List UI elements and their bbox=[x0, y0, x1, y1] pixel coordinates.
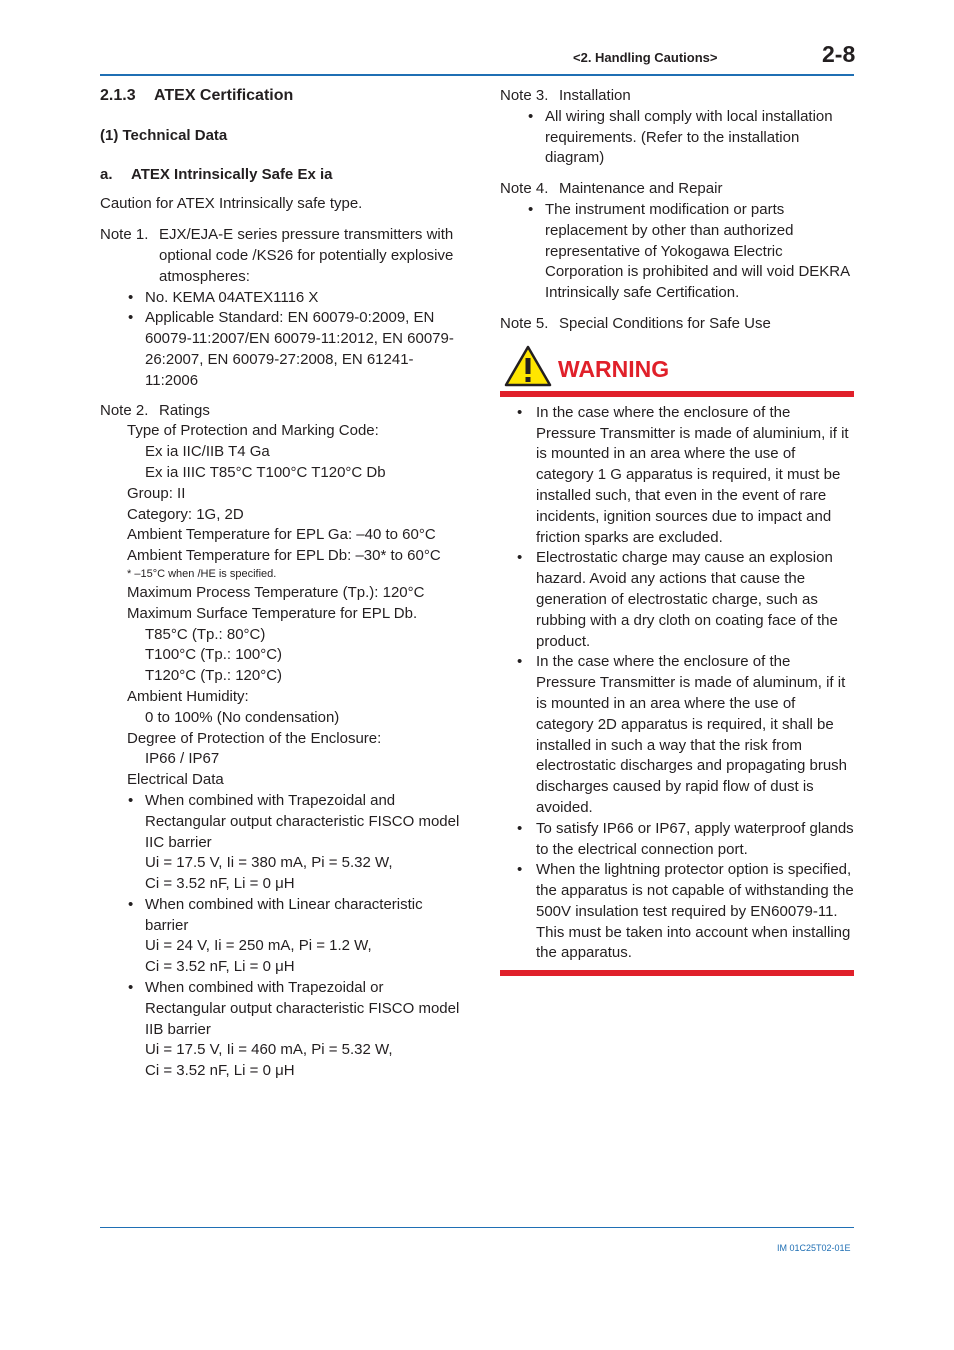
note-label: Note 4. bbox=[500, 180, 549, 198]
list-item: • Applicable Standard: EN 60079-0:2009, EN 60079-11:2007/EN 60079-11:2012, EN 60079-26:2007, EN 60079-27:2008, EN 61241-11:2006 bbox=[100, 308, 460, 391]
bullet-icon: • bbox=[517, 653, 523, 671]
note-5 bbox=[500, 314, 854, 335]
ambient-temp-db: Ambient Temperature for EPL Db: –30* to 60°C bbox=[127, 547, 441, 565]
bullet-icon: • bbox=[128, 288, 134, 306]
ambient-humidity: Ambient Humidity: bbox=[127, 687, 249, 705]
list-item: • To satisfy IP66 or IP67, apply waterproof glands to the electrical connection port. bbox=[500, 819, 854, 861]
bullet-icon: • bbox=[517, 403, 523, 421]
left-column bbox=[100, 86, 460, 1082]
degree-of-protection: Degree of Protection of the Enclosure: bbox=[127, 729, 382, 747]
document-id: IM 01C25T02-01E bbox=[777, 1243, 851, 1253]
list-item: • The instrument modification or parts replacement by other than authorized representative of Yokogawa Electric Corporation is prohibited and will void DEKRA Intrinsically safe Certification. bbox=[500, 200, 854, 304]
section-number: 2.1.3 bbox=[100, 87, 136, 104]
section-heading bbox=[100, 86, 460, 107]
ip-rating: IP66 / IP67 bbox=[145, 750, 220, 768]
note-2 bbox=[100, 401, 460, 422]
note-3 bbox=[500, 86, 854, 107]
note-label: Note 1. bbox=[100, 226, 149, 244]
bullet-icon: • bbox=[528, 200, 534, 218]
header-rule bbox=[100, 74, 854, 76]
bullet-icon: • bbox=[128, 979, 134, 997]
running-header: <2. Handling Cautions> bbox=[573, 50, 718, 65]
temp-class-t85: T85°C (Tp.: 80°C) bbox=[145, 625, 266, 643]
footnote: * –15°C when /HE is specified. bbox=[127, 567, 277, 580]
temp-class-t100: T100°C (Tp.: 100°C) bbox=[145, 646, 283, 664]
note-label: Note 2. bbox=[100, 401, 149, 419]
marking-code-2: Ex ia IIIC T85°C T100°C T120°C Db bbox=[145, 463, 386, 481]
bullet-icon: • bbox=[528, 107, 534, 125]
subsubsection-heading bbox=[100, 165, 460, 186]
list-item: • In the case where the enclosure of the Pressure Transmitter is made of aluminum, if it is mounted in an area where the use of category 2D apparatus is required, it shall be installed in such a way that the risk from electrostatic discharges and propagating brush discharges caused by rapid flow of dust is avoided. bbox=[500, 652, 854, 818]
note-4 bbox=[500, 179, 854, 200]
humidity-value: 0 to 100% (No condensation) bbox=[145, 708, 340, 726]
list-item: • All wiring shall comply with local installation requirements. (Refer to the installation diagram) bbox=[500, 107, 854, 169]
list-item: • When the lightning protector option is specified, the apparatus is not capable of withstanding the 500V insulation test required by EN60079-11. This must be taken into account when installing the apparatus. bbox=[500, 860, 854, 964]
ambient-temp-ga: Ambient Temperature for EPL Ga: –40 to 60°C bbox=[127, 526, 436, 544]
caution-text: Caution for ATEX Intrinsically safe type. bbox=[100, 195, 363, 213]
subsub-number: a. bbox=[100, 165, 113, 183]
note-title: Installation bbox=[559, 87, 631, 104]
subsection-heading: (1) Technical Data bbox=[100, 126, 228, 144]
group: Group: II bbox=[127, 484, 186, 502]
bullet-icon: • bbox=[517, 861, 523, 879]
note-text: EJX/EJA-E series pressure transmitters with optional code /KS26 for potentially explosive atmospheres: bbox=[159, 226, 454, 285]
temp-class-t120: T120°C (Tp.: 120°C) bbox=[145, 667, 283, 685]
max-process-temp: Maximum Process Temperature (Tp.): 120°C bbox=[127, 583, 425, 601]
type-protection: Type of Protection and Marking Code: bbox=[127, 422, 379, 440]
note-title: Ratings bbox=[159, 401, 210, 419]
subsub-title: ATEX Intrinsically Safe Ex ia bbox=[131, 165, 333, 183]
bullet-icon: • bbox=[128, 791, 134, 809]
list-item: • In the case where the enclosure of the Pressure Transmitter is made of aluminium, if it is mounted in an area where the use of category 1 G apparatus is required, it must be installed such, that even in the event of rare incidents, ignition sources due to impact and friction sparks are excluded. bbox=[500, 403, 854, 549]
bullet-icon: • bbox=[128, 895, 134, 913]
warning-header bbox=[500, 343, 854, 391]
footer-rule bbox=[100, 1227, 854, 1228]
bullet-icon: • bbox=[517, 549, 523, 567]
section-title: ATEX Certification bbox=[154, 87, 294, 104]
category: Category: 1G, 2D bbox=[127, 505, 244, 523]
page-number: 2-8 bbox=[822, 41, 856, 67]
warning-bottom-rule bbox=[500, 970, 854, 976]
electrical-data: Electrical Data bbox=[127, 771, 224, 789]
note-title: Special Conditions for Safe Use bbox=[559, 314, 771, 332]
list-item: • No. KEMA 04ATEX1116 X bbox=[100, 288, 460, 309]
bullet-icon: • bbox=[517, 819, 523, 837]
note-label: Note 3. bbox=[500, 87, 549, 104]
note-label: Note 5. bbox=[500, 314, 549, 332]
max-surface-temp: Maximum Surface Temperature for EPL Db. bbox=[127, 604, 418, 622]
warning-body bbox=[500, 397, 854, 971]
list-item: • When combined with Linear characteristic barrier Ui = 24 V, Ii = 250 mA, Pi = 1.2 W, Ci = 3.52 nF, Li = 0 μH bbox=[100, 895, 460, 978]
list-item: • When combined with Trapezoidal and Rectangular output characteristic FISCO model IIC barrier Ui = 17.5 V, Ii = 380 mA, Pi = 5.32 W, Ci = 3.52 nF, Li = 0 μH bbox=[100, 791, 460, 895]
warning-title: WARNING bbox=[558, 355, 670, 382]
list-item: • When combined with Trapezoidal or Rectangular output characteristic FISCO model IIB barrier Ui = 17.5 V, Ii = 460 mA, Pi = 5.32 W, Ci = 3.52 nF, Li = 0 μH bbox=[100, 978, 460, 1082]
warning-triangle-icon bbox=[504, 345, 552, 387]
note-1 bbox=[100, 225, 460, 287]
list-item: • Electrostatic charge may cause an explosion hazard. Avoid any actions that cause the generation of electrostatic charge, such as rubbing with a dry cloth on coating face of the product. bbox=[500, 548, 854, 652]
note-title: Maintenance and Repair bbox=[559, 180, 723, 198]
marking-code-1: Ex ia IIC/IIB T4 Ga bbox=[145, 443, 270, 461]
bullet-icon: • bbox=[128, 309, 134, 327]
right-column bbox=[500, 86, 854, 976]
